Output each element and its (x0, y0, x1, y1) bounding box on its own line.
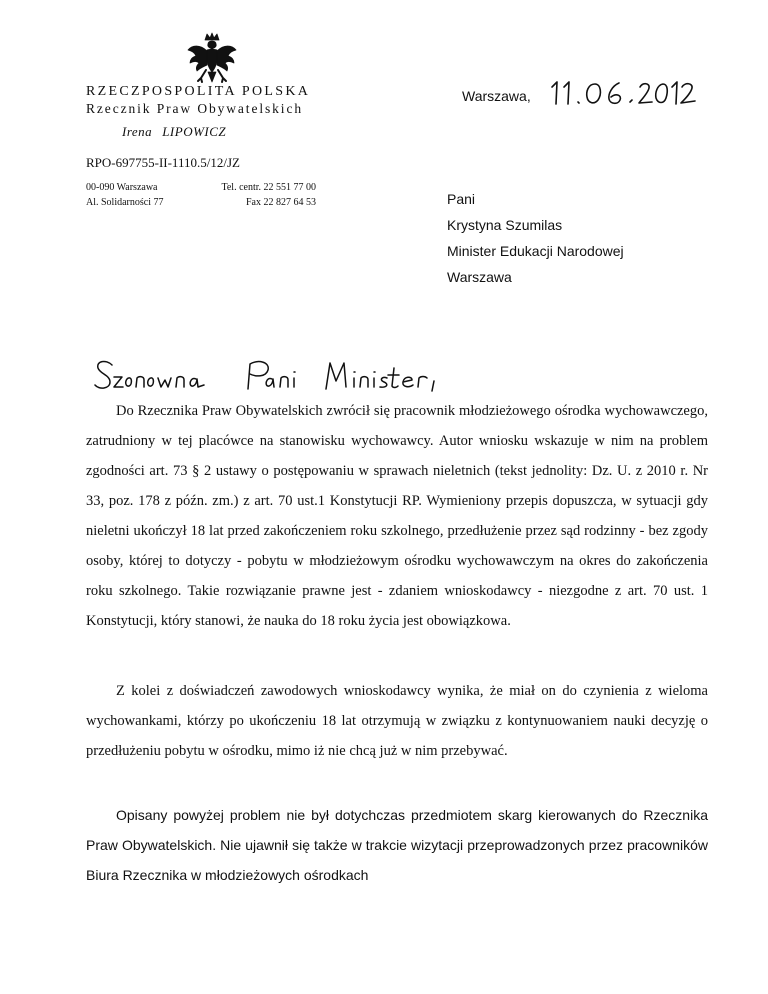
handwritten-salutation (92, 355, 452, 397)
recipient-line: Krystyna Szumilas (447, 217, 563, 233)
date-city: Warszawa, (462, 88, 531, 104)
address-line: 00-090 Warszawa (86, 182, 158, 193)
office-contact (208, 180, 316, 210)
office-address (86, 180, 164, 210)
reference-number: RPO-697755-II-1110.5/12/JZ (86, 155, 240, 170)
recipient-line: Minister Edukacji Narodowej (447, 243, 624, 259)
recipient-line: Warszawa (447, 269, 512, 285)
phone-line: Tel. centr. 22 551 77 00 (221, 182, 316, 193)
recipient-line: Pani (447, 191, 476, 207)
letterhead-head-name (122, 124, 226, 140)
body-paragraph: Z kolei z doświadczeń zawodowych wnioskodawcy wynika, że miał on do czynienia z wieloma wychowankami, którzy po ukończeniu 18 lat otrzymują w związku z kontynuowaniem nauki decyzję o przedłużeniu pobytu w ośrodku, mimo iż nie chcą już w nim przebywać. (86, 683, 708, 759)
letterhead-country: RZECZPOSPOLITA POLSKA (86, 84, 311, 99)
handwritten-date (548, 78, 698, 108)
body-paragraph: Opisany powyżej problem nie był dotychczas przedmiotem skarg kierowanych do Rzecznika Praw Obywatelskich. Nie ujawnił się także w trakcie wizytacji przeprowadzonych przez pracowników Biura Rzecznika w młodzieżowych ośrodkach (86, 807, 708, 883)
address-line: Al. Solidarności 77 (86, 197, 164, 208)
letterhead-office: Rzecznik Praw Obywatelskich (86, 101, 303, 116)
head-last-name: LIPOWICZ (162, 124, 227, 139)
head-first-name: Irena (122, 124, 153, 139)
polish-white-eagle-emblem-icon (186, 32, 238, 90)
body-paragraph: Do Rzecznika Praw Obywatelskich zwrócił się pracownik młodzieżowego ośrodka wychowawczego, zatrudniony w tej placówce na stanowisku wychowawcy. Autor wniosku wskazuje w nim na problem zgodności art. 73 § 2 ustawy o postępowaniu w sprawach nieletnich (tekst jednolity: Dz. U. z 2010 r. Nr 33, poz. 178 z późn. zm.) z art. 70 ust.1 Konstytucji RP. Wymieniony przepis dopuszcza, w sytuacji gdy nieletni ukończył 18 lat przed zakończeniem roku szkolnego, przedłużenie przez sąd rodzinny - bez zgody osoby, której to dotyczy - pobytu w młodzieżowym ośrodku wychowawczym na okres do zakończenia roku szkolnego. Takie rozwiązanie prawne jest - zdaniem wnioskodawcy - niezgodne z art. 70 ust. 1 Konstytucji, który stanowi, że nauka do 18 roku życia jest obowiązkowa. (86, 403, 708, 629)
recipient-block (447, 186, 624, 290)
fax-line: Fax 22 827 64 53 (246, 197, 316, 208)
